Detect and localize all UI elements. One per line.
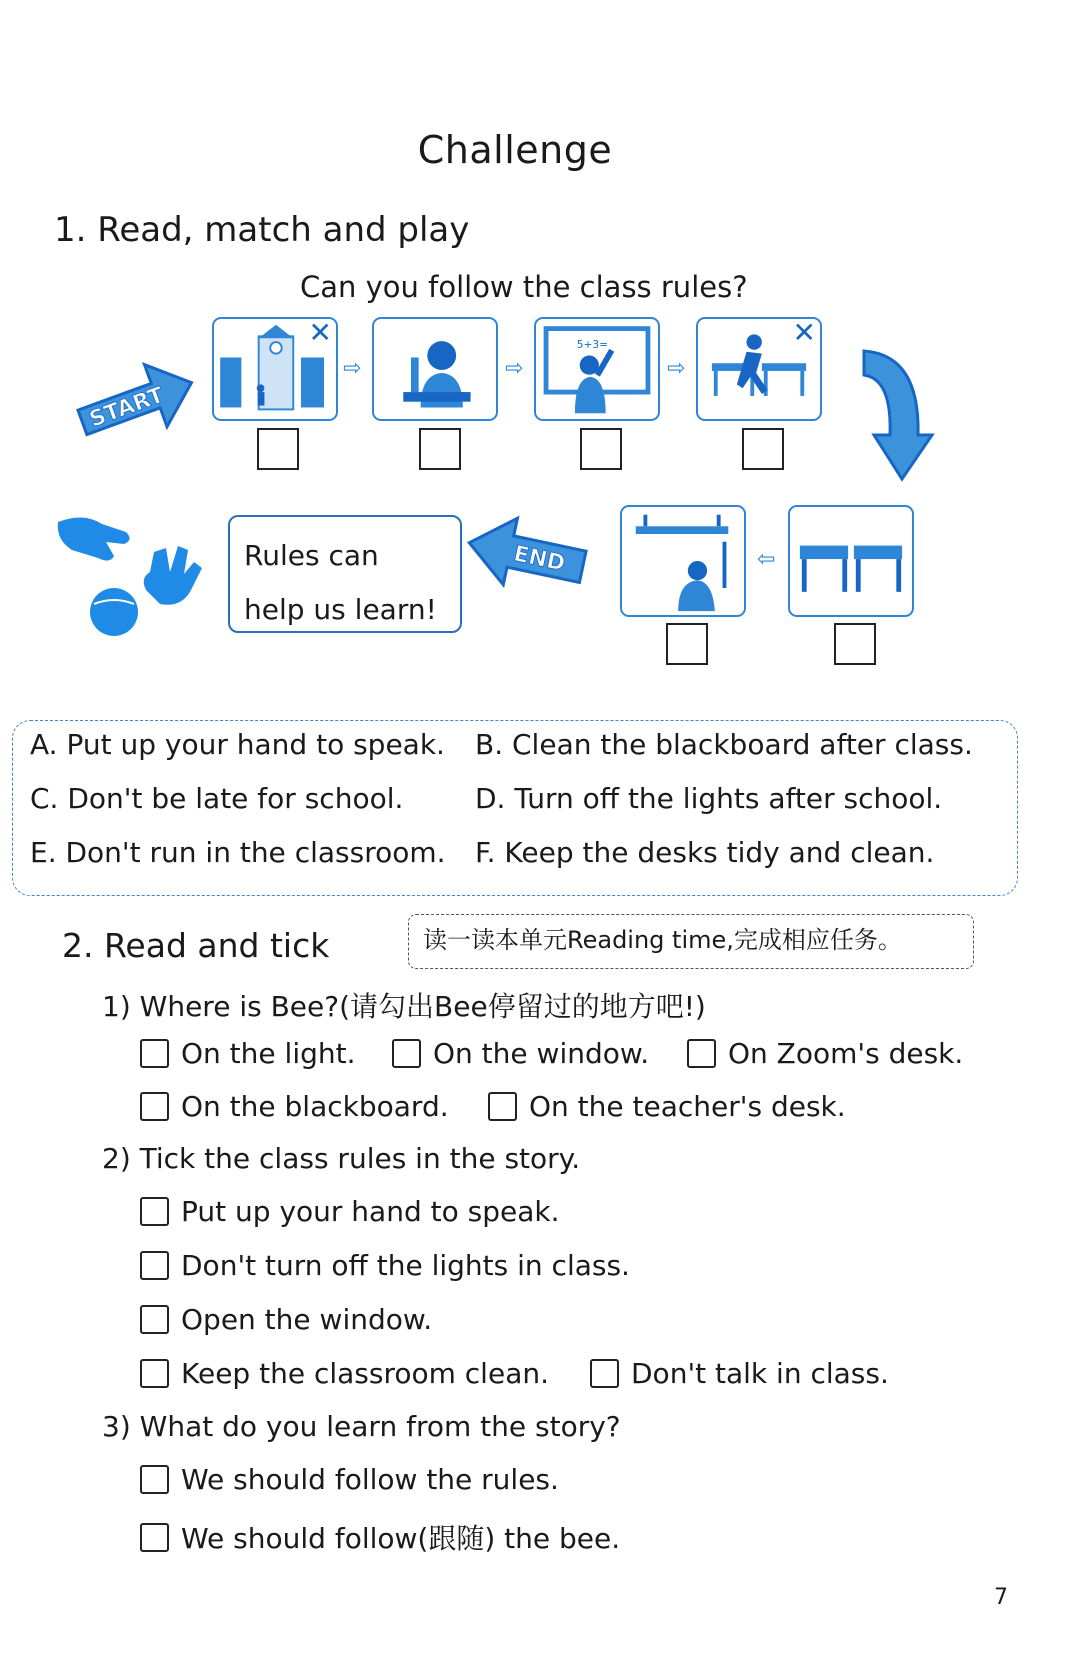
- bubble-line-1: Rules can: [244, 539, 379, 572]
- arrow-right-icon: ⇨: [343, 356, 362, 381]
- end-label: END: [511, 541, 568, 577]
- option-label: On the window.: [433, 1037, 650, 1070]
- option-on-teachers-desk[interactable]: [488, 1090, 846, 1123]
- option-follow-bee[interactable]: [140, 1517, 620, 1557]
- checkbox[interactable]: [140, 1197, 169, 1226]
- option-open-window[interactable]: [140, 1303, 432, 1336]
- answer-box[interactable]: [257, 428, 299, 470]
- question-1: 1) Where is Bee?(请勾出Bee停留过的地方吧!): [102, 990, 706, 1023]
- answer-box[interactable]: [834, 623, 876, 665]
- picture-late-school: [212, 317, 338, 421]
- option-label: On the blackboard.: [181, 1090, 449, 1123]
- picture-hand-up: [372, 317, 498, 421]
- page-title: Challenge: [417, 128, 613, 172]
- option-on-the-window[interactable]: [392, 1037, 649, 1070]
- rule-c: C. Don't be late for school.: [30, 782, 404, 815]
- page-number: 7: [994, 1585, 1008, 1610]
- option-label: On the teacher's desk.: [529, 1090, 846, 1123]
- option-label: Don't talk in class.: [631, 1357, 889, 1390]
- option-label: Open the window.: [181, 1303, 433, 1336]
- answer-box[interactable]: [666, 623, 708, 665]
- checkbox[interactable]: [140, 1039, 169, 1068]
- picture-desks: [788, 505, 914, 617]
- checkbox[interactable]: [392, 1039, 421, 1068]
- arrow-right-icon: ⇨: [667, 356, 686, 381]
- checkbox[interactable]: [687, 1039, 716, 1068]
- question-3: 3) What do you learn from the story?: [102, 1410, 621, 1443]
- answer-box[interactable]: [742, 428, 784, 470]
- option-on-the-blackboard[interactable]: [140, 1090, 449, 1123]
- checkbox[interactable]: [140, 1523, 169, 1552]
- bubble-line-2: help us learn!: [244, 593, 437, 626]
- option-put-up-hand[interactable]: [140, 1195, 560, 1228]
- option-on-zooms-desk[interactable]: [687, 1037, 963, 1070]
- option-label: On Zoom's desk.: [728, 1037, 964, 1070]
- option-dont-talk[interactable]: [590, 1357, 889, 1390]
- answer-box[interactable]: [419, 428, 461, 470]
- option-label: Put up your hand to speak.: [181, 1195, 560, 1228]
- checkbox[interactable]: [488, 1092, 517, 1121]
- picture-blackboard: [534, 317, 660, 421]
- checkbox[interactable]: [590, 1359, 619, 1388]
- rock-paper-scissors-icon: [54, 512, 214, 642]
- speech-bubble: [228, 515, 462, 633]
- rule-e: E. Don't run in the classroom.: [30, 836, 446, 869]
- arrow-left-icon: ⇦: [757, 547, 776, 572]
- option-label: Keep the classroom clean.: [181, 1357, 549, 1390]
- start-label: START: [86, 382, 168, 433]
- checkbox[interactable]: [140, 1092, 169, 1121]
- rule-f: F. Keep the desks tidy and clean.: [475, 836, 935, 869]
- option-keep-classroom-clean[interactable]: [140, 1357, 549, 1390]
- section2-heading: 2. Read and tick: [62, 926, 330, 965]
- option-dont-turn-off-lights[interactable]: [140, 1249, 630, 1282]
- rule-b: B. Clean the blackboard after class.: [475, 728, 973, 761]
- cross-icon: ✕: [308, 317, 332, 349]
- picture-lights: [620, 505, 746, 617]
- answer-box[interactable]: [580, 428, 622, 470]
- rule-d: D. Turn off the lights after school.: [475, 782, 943, 815]
- checkbox[interactable]: [140, 1305, 169, 1334]
- option-label: Don't turn off the lights in class.: [181, 1249, 630, 1282]
- end-arrow-icon: [462, 515, 592, 595]
- section1-heading: 1. Read, match and play: [54, 210, 470, 250]
- section1-question: Can you follow the class rules?: [300, 270, 748, 304]
- curved-down-arrow-icon: [860, 345, 940, 485]
- option-on-the-light[interactable]: [140, 1037, 356, 1070]
- picture-running: [696, 317, 822, 421]
- checkbox[interactable]: [140, 1465, 169, 1494]
- option-label: We should follow the rules.: [181, 1463, 559, 1496]
- checkbox[interactable]: [140, 1251, 169, 1280]
- cross-icon: ✕: [792, 317, 816, 349]
- start-arrow-icon: [70, 345, 200, 455]
- arrow-right-icon: ⇨: [505, 356, 524, 381]
- blackboard-text: 5+3=: [576, 338, 608, 351]
- checkbox[interactable]: [140, 1359, 169, 1388]
- option-label: We should follow(跟随) the bee.: [181, 1522, 621, 1555]
- rule-a: A. Put up your hand to speak.: [30, 728, 445, 761]
- option-follow-rules[interactable]: [140, 1463, 559, 1496]
- reading-note: 读一读本单元Reading time,完成相应任务。: [408, 914, 974, 969]
- question-2: 2) Tick the class rules in the story.: [102, 1142, 581, 1175]
- option-label: On the light.: [181, 1037, 356, 1070]
